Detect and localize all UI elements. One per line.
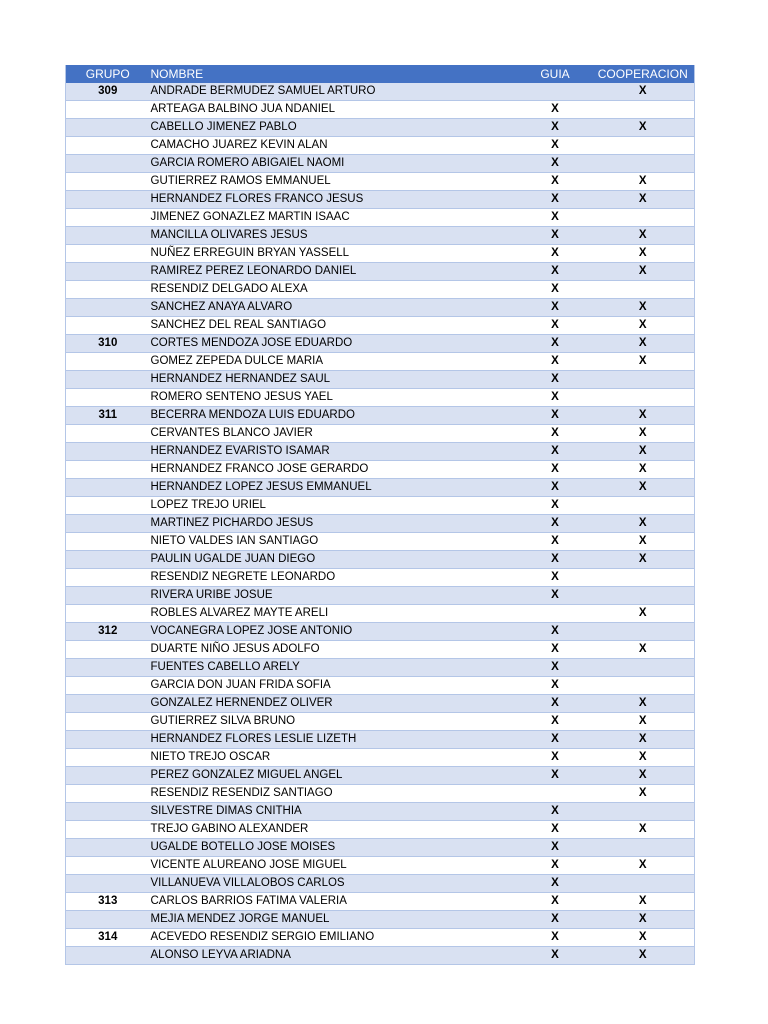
cell-nombre: TREJO GABINO ALEXANDER <box>150 821 519 839</box>
cell-grupo <box>66 605 150 623</box>
cell-grupo <box>66 641 150 659</box>
table-row <box>66 155 695 173</box>
table-row <box>66 299 695 317</box>
cell-guia: X <box>519 119 592 137</box>
table-row <box>66 119 695 137</box>
cell-guia: X <box>519 893 592 911</box>
cell-cooperacion: X <box>592 353 695 371</box>
cell-grupo: 312 <box>66 623 150 641</box>
cell-nombre: GONZALEZ HERNENDEZ OLIVER <box>150 695 519 713</box>
cell-nombre: ROBLES ALVAREZ MAYTE ARELI <box>150 605 519 623</box>
cell-nombre: SANCHEZ DEL REAL SANTIAGO <box>150 317 519 335</box>
cell-grupo <box>66 425 150 443</box>
table-row <box>66 209 695 227</box>
cell-cooperacion: X <box>592 713 695 731</box>
cell-cooperacion: X <box>592 641 695 659</box>
cell-cooperacion <box>592 839 695 857</box>
cell-cooperacion: X <box>592 335 695 353</box>
cell-grupo <box>66 137 150 155</box>
cell-grupo: 309 <box>66 83 150 101</box>
cell-guia <box>519 605 592 623</box>
cell-guia: X <box>519 911 592 929</box>
cell-cooperacion: X <box>592 425 695 443</box>
cell-nombre: VOCANEGRA LOPEZ JOSE ANTONIO <box>150 623 519 641</box>
cell-guia: X <box>519 137 592 155</box>
cell-cooperacion <box>592 677 695 695</box>
cell-cooperacion: X <box>592 785 695 803</box>
cell-cooperacion: X <box>592 731 695 749</box>
cell-nombre: GOMEZ ZEPEDA DULCE MARIA <box>150 353 519 371</box>
cell-nombre: HERNANDEZ HERNANDEZ SAUL <box>150 371 519 389</box>
cell-cooperacion: X <box>592 119 695 137</box>
cell-grupo <box>66 227 150 245</box>
cell-guia: X <box>519 173 592 191</box>
cell-guia: X <box>519 263 592 281</box>
cell-guia: X <box>519 713 592 731</box>
cell-cooperacion: X <box>592 893 695 911</box>
cell-guia: X <box>519 551 592 569</box>
table-row <box>66 767 695 785</box>
cell-grupo <box>66 821 150 839</box>
cell-nombre: MEJIA MENDEZ JORGE MANUEL <box>150 911 519 929</box>
table-row <box>66 677 695 695</box>
cell-cooperacion <box>592 587 695 605</box>
cell-grupo <box>66 479 150 497</box>
cell-nombre: HERNANDEZ FLORES FRANCO JESUS <box>150 191 519 209</box>
cell-guia: X <box>519 389 592 407</box>
table-row <box>66 191 695 209</box>
cell-grupo <box>66 839 150 857</box>
cell-cooperacion <box>592 497 695 515</box>
cell-guia: X <box>519 353 592 371</box>
header-grupo: GRUPO <box>85 67 130 81</box>
cell-cooperacion: X <box>592 515 695 533</box>
cell-nombre: NIETO VALDES IAN SANTIAGO <box>150 533 519 551</box>
cell-nombre: NUÑEZ ERREGUIN BRYAN YASSELL <box>150 245 519 263</box>
cell-cooperacion: X <box>592 173 695 191</box>
cell-guia: X <box>519 695 592 713</box>
cell-cooperacion: X <box>592 749 695 767</box>
cell-grupo <box>66 317 150 335</box>
table-row <box>66 497 695 515</box>
cell-nombre: ACEVEDO RESENDIZ SERGIO EMILIANO <box>150 929 519 947</box>
cell-cooperacion: X <box>592 191 695 209</box>
cell-cooperacion: X <box>592 911 695 929</box>
cell-grupo <box>66 677 150 695</box>
cell-guia: X <box>519 749 592 767</box>
cell-cooperacion: X <box>592 461 695 479</box>
cell-nombre: ALONSO LEYVA ARIADNA <box>150 947 519 965</box>
cell-guia: X <box>519 803 592 821</box>
cell-grupo <box>66 857 150 875</box>
cell-guia: X <box>519 659 592 677</box>
table-row <box>66 353 695 371</box>
table-row <box>66 83 695 101</box>
cell-nombre: MARTINEZ PICHARDO JESUS <box>150 515 519 533</box>
cell-nombre: SANCHEZ ANAYA ALVARO <box>150 299 519 317</box>
cell-nombre: CORTES MENDOZA JOSE EDUARDO <box>150 335 519 353</box>
cell-guia: X <box>519 497 592 515</box>
cell-nombre: PEREZ GONZALEZ MIGUEL ANGEL <box>150 767 519 785</box>
cell-guia: X <box>519 587 592 605</box>
table-row <box>66 425 695 443</box>
cell-grupo: 314 <box>66 929 150 947</box>
cell-guia: X <box>519 101 592 119</box>
cell-cooperacion <box>592 569 695 587</box>
cell-nombre: GARCIA ROMERO ABIGAIEL NAOMI <box>150 155 519 173</box>
table-row <box>66 461 695 479</box>
cell-nombre: SILVESTRE DIMAS CNITHIA <box>150 803 519 821</box>
cell-nombre: CAMACHO JUAREZ KEVIN ALAN <box>150 137 519 155</box>
cell-cooperacion <box>592 281 695 299</box>
cell-guia: X <box>519 245 592 263</box>
cell-grupo <box>66 119 150 137</box>
table-row <box>66 803 695 821</box>
cell-grupo <box>66 587 150 605</box>
cell-grupo <box>66 209 150 227</box>
header-cooperacion: COOPERACION <box>597 67 688 81</box>
cell-guia: X <box>519 425 592 443</box>
table-row <box>66 821 695 839</box>
cell-nombre: CABELLO JIMENEZ PABLO <box>150 119 519 137</box>
cell-guia: X <box>519 731 592 749</box>
cell-nombre: GUTIERREZ RAMOS EMMANUEL <box>150 173 519 191</box>
table-row <box>66 857 695 875</box>
cell-cooperacion: X <box>592 929 695 947</box>
cell-grupo <box>66 713 150 731</box>
cell-grupo <box>66 947 150 965</box>
cell-grupo <box>66 245 150 263</box>
cell-grupo <box>66 911 150 929</box>
table-row <box>66 533 695 551</box>
cell-grupo <box>66 731 150 749</box>
roster-table <box>65 65 695 965</box>
cell-cooperacion <box>592 389 695 407</box>
cell-grupo <box>66 461 150 479</box>
cell-nombre: LOPEZ TREJO URIEL <box>150 497 519 515</box>
table-row <box>66 587 695 605</box>
cell-guia: X <box>519 371 592 389</box>
cell-grupo <box>66 155 150 173</box>
cell-grupo <box>66 533 150 551</box>
cell-grupo: 310 <box>66 335 150 353</box>
cell-guia <box>519 83 592 101</box>
cell-nombre: HERNANDEZ FRANCO JOSE GERARDO <box>150 461 519 479</box>
cell-cooperacion: X <box>592 299 695 317</box>
cell-grupo <box>66 281 150 299</box>
cell-nombre: ARTEAGA BALBINO JUA NDANIEL <box>150 101 519 119</box>
cell-grupo <box>66 569 150 587</box>
cell-grupo <box>66 101 150 119</box>
cell-grupo <box>66 299 150 317</box>
table-row <box>66 101 695 119</box>
cell-cooperacion: X <box>592 317 695 335</box>
cell-cooperacion <box>592 209 695 227</box>
cell-guia: X <box>519 947 592 965</box>
cell-nombre: GARCIA DON JUAN FRIDA SOFIA <box>150 677 519 695</box>
table-row <box>66 623 695 641</box>
cell-grupo <box>66 695 150 713</box>
table-row <box>66 839 695 857</box>
cell-nombre: PAULIN UGALDE JUAN DIEGO <box>150 551 519 569</box>
cell-grupo <box>66 767 150 785</box>
cell-guia: X <box>519 821 592 839</box>
cell-nombre: RESENDIZ NEGRETE LEONARDO <box>150 569 519 587</box>
cell-nombre: RESENDIZ DELGADO ALEXA <box>150 281 519 299</box>
header-nombre: NOMBRE <box>150 67 204 81</box>
cell-nombre: DUARTE NIÑO JESUS ADOLFO <box>150 641 519 659</box>
table-row <box>66 911 695 929</box>
cell-nombre: VILLANUEVA VILLALOBOS CARLOS <box>150 875 519 893</box>
cell-cooperacion: X <box>592 533 695 551</box>
table-row <box>66 173 695 191</box>
cell-cooperacion: X <box>592 695 695 713</box>
table-row <box>66 443 695 461</box>
cell-guia: X <box>519 569 592 587</box>
cell-cooperacion: X <box>592 947 695 965</box>
cell-grupo <box>66 785 150 803</box>
cell-guia: X <box>519 641 592 659</box>
cell-guia: X <box>519 857 592 875</box>
cell-nombre: VICENTE ALUREANO JOSE MIGUEL <box>150 857 519 875</box>
cell-cooperacion <box>592 155 695 173</box>
cell-grupo <box>66 353 150 371</box>
cell-guia: X <box>519 839 592 857</box>
cell-cooperacion <box>592 101 695 119</box>
table-row <box>66 713 695 731</box>
cell-cooperacion <box>592 875 695 893</box>
table-row <box>66 569 695 587</box>
table-row <box>66 137 695 155</box>
cell-cooperacion <box>592 659 695 677</box>
table-row <box>66 929 695 947</box>
cell-guia: X <box>519 479 592 497</box>
cell-guia: X <box>519 623 592 641</box>
table-row <box>66 227 695 245</box>
cell-cooperacion: X <box>592 227 695 245</box>
table-row <box>66 335 695 353</box>
cell-nombre: CERVANTES BLANCO JAVIER <box>150 425 519 443</box>
table-row <box>66 515 695 533</box>
cell-guia: X <box>519 407 592 425</box>
cell-guia: X <box>519 533 592 551</box>
table-row <box>66 875 695 893</box>
cell-nombre: GUTIERREZ SILVA BRUNO <box>150 713 519 731</box>
cell-cooperacion: X <box>592 767 695 785</box>
cell-nombre: NIETO TREJO OSCAR <box>150 749 519 767</box>
table-row <box>66 731 695 749</box>
cell-grupo <box>66 497 150 515</box>
cell-guia: X <box>519 155 592 173</box>
cell-nombre: BECERRA MENDOZA LUIS EDUARDO <box>150 407 519 425</box>
cell-cooperacion <box>592 371 695 389</box>
cell-nombre: CARLOS BARRIOS FATIMA VALERIA <box>150 893 519 911</box>
cell-nombre: ROMERO SENTENO JESUS YAEL <box>150 389 519 407</box>
cell-cooperacion: X <box>592 551 695 569</box>
table-row <box>66 695 695 713</box>
table-row <box>66 281 695 299</box>
cell-grupo <box>66 263 150 281</box>
table-row <box>66 893 695 911</box>
table-row <box>66 407 695 425</box>
cell-cooperacion: X <box>592 245 695 263</box>
cell-grupo: 313 <box>66 893 150 911</box>
table-body <box>66 83 695 965</box>
cell-guia: X <box>519 767 592 785</box>
cell-guia: X <box>519 335 592 353</box>
table-row <box>66 389 695 407</box>
cell-nombre: HERNANDEZ EVARISTO ISAMAR <box>150 443 519 461</box>
cell-grupo <box>66 443 150 461</box>
cell-nombre: MANCILLA OLIVARES JESUS <box>150 227 519 245</box>
cell-nombre: RESENDIZ RESENDIZ SANTIAGO <box>150 785 519 803</box>
header-guia: GUIA <box>540 67 570 81</box>
cell-guia <box>519 785 592 803</box>
table-row <box>66 479 695 497</box>
cell-grupo <box>66 173 150 191</box>
cell-grupo <box>66 515 150 533</box>
cell-guia: X <box>519 677 592 695</box>
cell-cooperacion: X <box>592 407 695 425</box>
cell-cooperacion <box>592 803 695 821</box>
table-row <box>66 263 695 281</box>
table-row <box>66 245 695 263</box>
cell-guia: X <box>519 209 592 227</box>
cell-grupo <box>66 803 150 821</box>
table-row <box>66 947 695 965</box>
cell-cooperacion <box>592 623 695 641</box>
cell-guia: X <box>519 299 592 317</box>
table-row <box>66 317 695 335</box>
table-row <box>66 749 695 767</box>
cell-guia: X <box>519 875 592 893</box>
cell-grupo: 311 <box>66 407 150 425</box>
table-row <box>66 371 695 389</box>
cell-guia: X <box>519 515 592 533</box>
cell-grupo <box>66 659 150 677</box>
cell-grupo <box>66 875 150 893</box>
table-row <box>66 659 695 677</box>
cell-nombre: FUENTES CABELLO ARELY <box>150 659 519 677</box>
cell-nombre: HERNANDEZ LOPEZ JESUS EMMANUEL <box>150 479 519 497</box>
table-row <box>66 641 695 659</box>
cell-grupo <box>66 371 150 389</box>
cell-nombre: UGALDE BOTELLO JOSE MOISES <box>150 839 519 857</box>
cell-guia: X <box>519 191 592 209</box>
cell-guia: X <box>519 227 592 245</box>
cell-nombre: RAMIREZ PEREZ LEONARDO DANIEL <box>150 263 519 281</box>
cell-nombre: JIMENEZ GONAZLEZ MARTIN ISAAC <box>150 209 519 227</box>
cell-grupo <box>66 749 150 767</box>
cell-cooperacion: X <box>592 83 695 101</box>
cell-cooperacion: X <box>592 479 695 497</box>
table-row <box>66 605 695 623</box>
cell-nombre: ANDRADE BERMUDEZ SAMUEL ARTURO <box>150 83 519 101</box>
cell-guia: X <box>519 281 592 299</box>
cell-nombre: HERNANDEZ FLORES LESLIE LIZETH <box>150 731 519 749</box>
cell-cooperacion: X <box>592 857 695 875</box>
cell-grupo <box>66 551 150 569</box>
cell-guia: X <box>519 443 592 461</box>
cell-nombre: RIVERA URIBE JOSUE <box>150 587 519 605</box>
cell-cooperacion: X <box>592 443 695 461</box>
table-row <box>66 785 695 803</box>
cell-grupo <box>66 389 150 407</box>
cell-cooperacion: X <box>592 263 695 281</box>
table-row <box>66 551 695 569</box>
cell-cooperacion: X <box>592 605 695 623</box>
cell-guia: X <box>519 317 592 335</box>
cell-guia: X <box>519 929 592 947</box>
cell-cooperacion <box>592 137 695 155</box>
cell-cooperacion: X <box>592 821 695 839</box>
cell-grupo <box>66 191 150 209</box>
table-header <box>66 65 695 83</box>
header-row <box>66 65 695 83</box>
cell-guia: X <box>519 461 592 479</box>
